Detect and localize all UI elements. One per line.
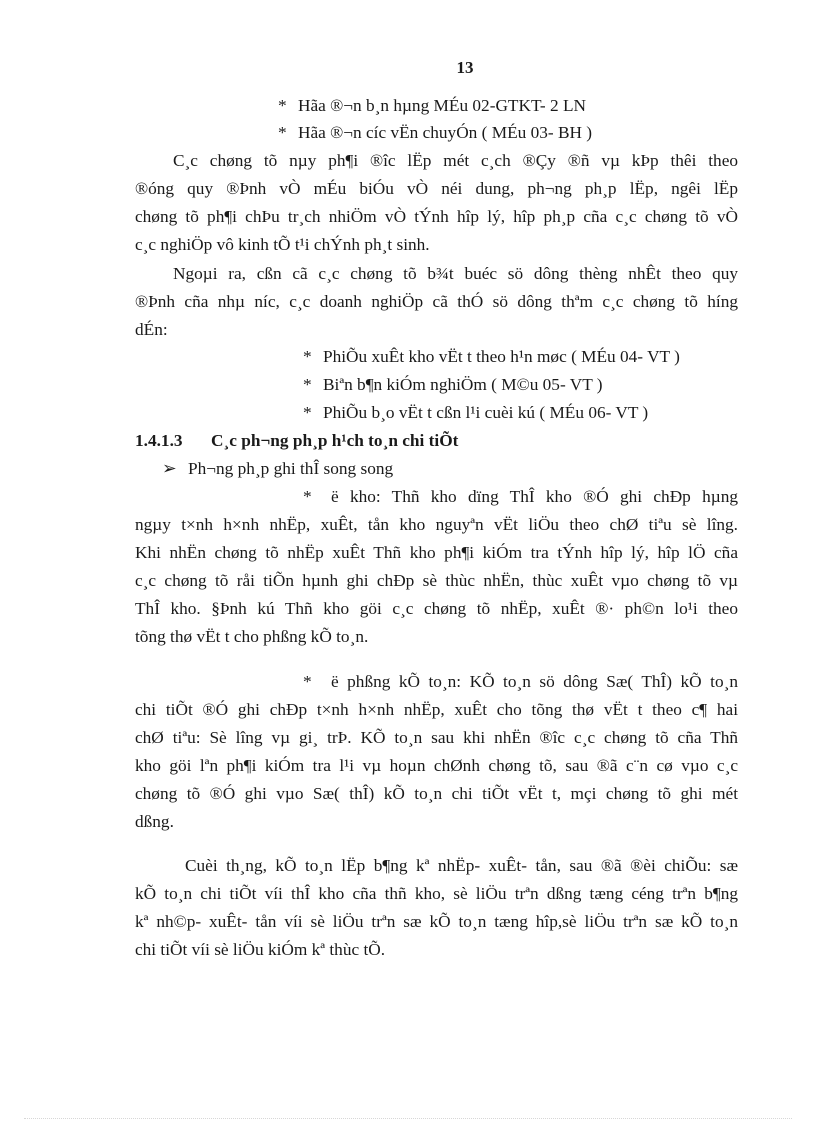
paragraph-text: ë kho: Thñ kho dïng ThÎ kho ®Ó ghi chÐp hµng: [331, 487, 738, 506]
paragraph-line: chøng tõ ®Ó ghi vµo Sæ( thÎ) kÕ to¸n chi tiÕt vËt t, mçi chøng tõ ghi mét: [135, 784, 738, 803]
star-bullet-icon: *: [303, 403, 312, 422]
sub-heading-text: Ph¬ng ph¸p ghi thÎ song song: [188, 459, 394, 478]
paragraph-line: ThÎ kho. §Þnh kú Thñ kho göi c¸c chøng tõ nhËp, xuÊt ®· ph©n lo¹i theo: [135, 599, 738, 618]
list-item-text: Hãa ®¬n b¸n hµng MÉu 02-GTKT- 2 LN: [298, 96, 587, 115]
paragraph-line: kho göi lªn ph¶i kiÓm tra l¹i vµ hoµn chØnh chøng tõ, sau ®ã c¨n cø vµo c¸c: [135, 756, 738, 775]
list-item: [303, 375, 603, 395]
paragraph-line: ngµy t×nh h×nh nhËp, xuÊt, tån kho nguyªn vËt liÖu theo chØ tiªu sè lîng.: [135, 515, 738, 534]
paragraph-line: [303, 487, 738, 507]
star-bullet-icon: *: [303, 672, 312, 691]
paragraph-text: ë phßng kÕ to¸n: KÕ to¸n sö dông Sæ( ThÎ) kÕ to¸n: [331, 672, 738, 691]
arrow-bullet-icon: ➢: [162, 459, 177, 478]
paragraph-line: c¸c nghiÖp vô kinh tÕ t¹i chÝnh ph¸t sinh.: [135, 235, 430, 254]
star-bullet-icon: *: [278, 96, 287, 115]
star-bullet-icon: *: [303, 487, 312, 506]
footer-divider: [24, 1118, 792, 1119]
paragraph-line: dßng.: [135, 812, 174, 831]
list-item-text: Biªn b¶n kiÓm nghiÖm ( M©u 05- VT ): [323, 375, 603, 394]
section-number: 1.4.1.3: [135, 431, 183, 450]
paragraph-line: C¸c chøng tõ nµy ph¶i ®îc lËp mét c¸ch ®Çy ®ñ vµ kÞp thêi theo: [173, 151, 738, 170]
paragraph-line: c¸c chøng tõ råi tiÕn hµnh ghi chÐp sè thùc nhËn, thùc xuÊt vµo chøng tõ vµ: [135, 571, 738, 590]
paragraph-line: ®Þnh cña nhµ níc, c¸c doanh nghiÖp cã thÓ sö dông thªm c¸c chøng tõ híng: [135, 292, 738, 311]
paragraph-line: [303, 672, 738, 692]
section-title: C¸c ph¬ng ph¸p h¹ch to¸n chi tiÕt: [211, 431, 459, 450]
list-item: [278, 96, 586, 116]
page-number: 13: [456, 58, 474, 77]
paragraph-line: ®óng quy ®Þnh vÒ mÉu biÓu vÒ néi dung, ph¬ng ph¸p lËp, ngêi lËp: [135, 179, 738, 198]
paragraph-line: Khi nhËn chøng tõ nhËp xuÊt Thñ kho ph¶i kiÓm tra tÝnh hîp lý, hîp lÖ cña: [135, 543, 738, 562]
paragraph-line: dÉn:: [135, 320, 168, 339]
paragraph-line: kÕ to¸n chi tiÕt víi thÎ kho cña thñ kho, sè liÖu trªn dßng tæng céng trªn b¶ng: [135, 884, 738, 903]
list-item-text: Hãa ®¬n cíc vËn chuyÓn ( MÉu 03- BH ): [298, 123, 593, 142]
list-item: [278, 123, 592, 143]
paragraph-line: tõng thø vËt t cho phßng kÕ to¸n.: [135, 627, 369, 646]
list-item-text: PhiÕu xuÊt kho vËt t theo h¹n møc ( MÉu 04- VT ): [323, 347, 680, 366]
list-item: [303, 347, 680, 367]
paragraph-line: chØ tiªu: Sè lîng vµ gi¸ trÞ. KÕ to¸n sau khi nhËn ®îc c¸c chøng tõ cña Thñ: [135, 728, 738, 747]
star-bullet-icon: *: [278, 123, 287, 142]
sub-heading: [162, 459, 393, 479]
paragraph-line: kª nh©p- xuÊt- tån víi sè liÖu trªn sæ kÕ to¸n tæng hîp,sè liÖu trªn sæ kÕ to¸n: [135, 912, 738, 931]
star-bullet-icon: *: [303, 347, 312, 366]
paragraph-line: Cuèi th¸ng, kÕ to¸n lËp b¶ng kª nhËp- xuÊt- tån, sau ®ã ®èi chiÕu: sæ: [185, 856, 738, 875]
list-item: [303, 403, 648, 423]
paragraph-line: Ngoµi ra, cßn cã c¸c chøng tõ b¾t buéc sö dông thèng nhÊt theo quy: [173, 264, 738, 283]
list-item-text: PhiÕu b¸o vËt t cßn l¹i cuèi kú ( MÉu 06- VT ): [323, 403, 649, 422]
paragraph-line: chøng tõ ph¶i chÞu tr¸ch nhiÖm vÒ tÝnh hîp lý, hîp ph¸p cña c¸c chøng tõ vÒ: [135, 207, 738, 226]
star-bullet-icon: *: [303, 375, 312, 394]
paragraph-line: chi tiÕt ®Ó ghi chÐp t×nh h×nh nhËp, xuÊt cho tõng thø vËt t theo c¶ hai: [135, 700, 738, 719]
paragraph-line: chi tiÕt víi sè liÖu kiÓm kª thùc tÕ.: [135, 940, 386, 959]
section-heading: [135, 431, 458, 451]
